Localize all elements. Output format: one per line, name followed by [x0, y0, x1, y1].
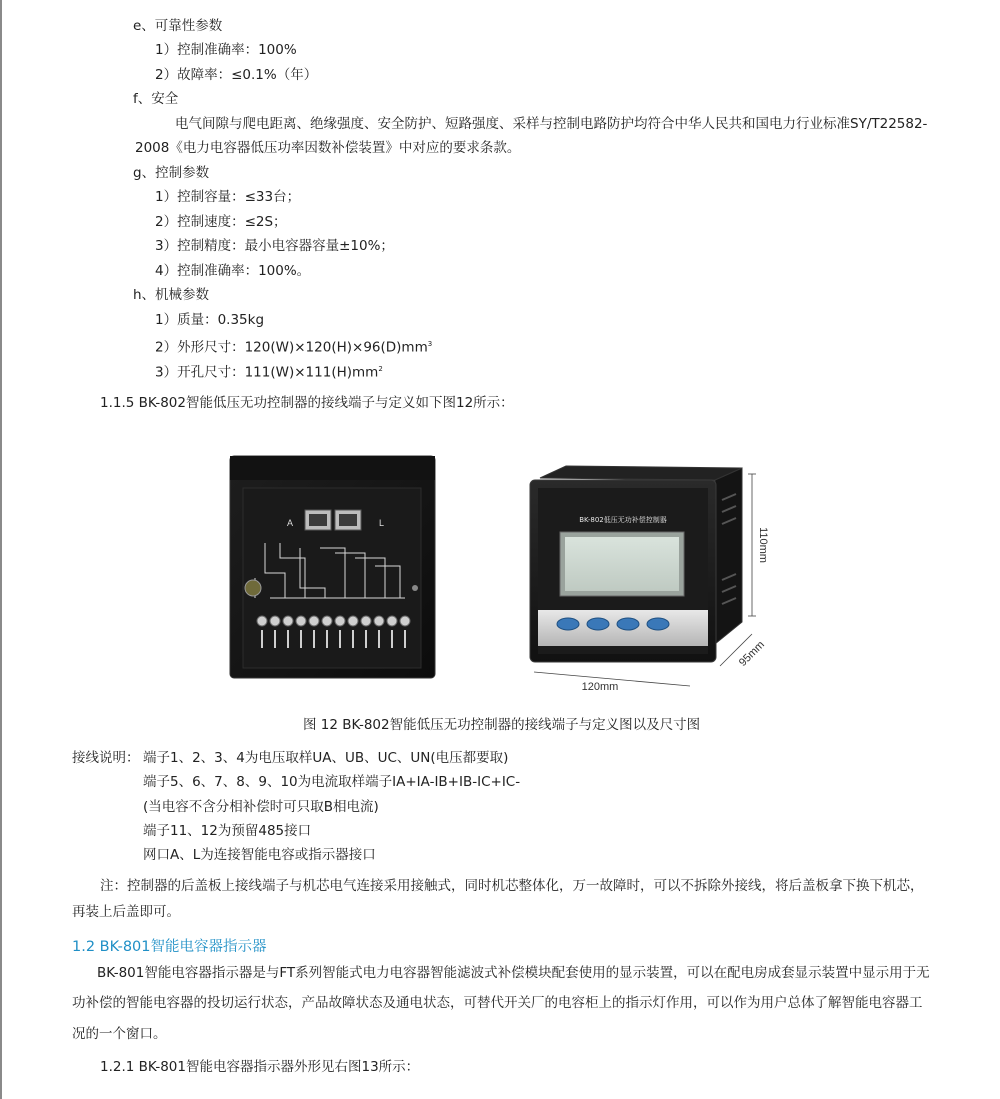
- wiring-line-4: 端子11、12为预留485接口: [143, 823, 312, 839]
- section-1-2-1-heading: 1.2.1 BK-801智能电容器指示器外形见右图13所示：: [100, 1059, 420, 1075]
- control-item-2: 2）控制速度：≤2S；: [155, 214, 287, 230]
- safety-paragraph-line-1: 电气间隙与爬电距离、绝缘强度、安全防护、短路强度、采样与控制电路防护均符合中华人民共和国电力行业标准SY/T22582-: [175, 116, 928, 132]
- reliability-item-1: 1）控制准确率：100%: [155, 42, 297, 58]
- mechanical-heading: h、机械参数: [133, 287, 210, 303]
- section-1-2-heading: 1.2 BK-801智能电容器指示器: [72, 939, 267, 955]
- controller-front-image: [520, 460, 780, 696]
- port-a-label: A: [287, 518, 294, 528]
- front-panel-title: BK-802低压无功补偿控制器: [579, 516, 667, 524]
- wiring-line-3: (当电容不含分相补偿时可只取B相电流): [143, 799, 379, 815]
- dimension-depth: 95mm: [736, 638, 767, 669]
- controller-rear-image: [225, 448, 440, 686]
- note-line-2: 再装上后盖即可。: [72, 904, 180, 920]
- dimension-height: 110mm: [757, 527, 769, 563]
- dimension-width: 120mm: [581, 681, 619, 693]
- reliability-item-2: 2）故障率：≤0.1%（年）: [155, 67, 318, 83]
- wiring-label: 接线说明：: [72, 750, 140, 766]
- port-l-label: L: [379, 518, 385, 528]
- section-1-2-para-line-2: 功补偿的智能电容器的投切运行状态，产品故障状态及通电状态，可替代开关厂的电容柜上的指示灯作用，可以作为用户总体了解智能电容器工: [72, 995, 923, 1011]
- superscript: 2: [378, 365, 383, 373]
- mechanical-item-3: 3）开孔尺寸：$111(W)\times 111(H)mm^2$: [155, 364, 383, 381]
- control-item-4: 4）控制准确率：100%。: [155, 263, 311, 279]
- control-item-1: 1）控制容量：≤33台；: [155, 189, 301, 205]
- superscript: 3: [427, 340, 433, 348]
- page-edge-rule: [0, 0, 2, 1099]
- safety-heading: f、安全: [133, 91, 179, 107]
- safety-paragraph-line-2: 2008《电力电容器低压功率因数补偿装置》中对应的要求条款。: [135, 140, 521, 156]
- mechanical-item-1: 1）质量：0.35kg: [155, 312, 265, 328]
- section-1-2-para-line-1: BK-801智能电容器指示器是与FT系列智能式电力电容器智能滤波式补偿模块配套使用的显示装置，可以在配电房成套显示装置中显示用于无: [97, 965, 930, 981]
- control-item-3: 3）控制精度：最小电容器容量±10%；: [155, 238, 394, 254]
- wiring-line-1: 端子1、2、3、4为电压取样UA、UB、UC、UN(电压都要取): [143, 750, 509, 766]
- reliability-heading: e、可靠性参数: [133, 18, 223, 34]
- section-1-1-5-heading: 1.1.5 BK-802智能低压无功控制器的接线端子与定义如下图12所示：: [100, 395, 514, 411]
- control-heading: g、控制参数: [133, 165, 210, 181]
- figure-12-caption: 图 12 BK-802智能低压无功控制器的接线端子与定义图以及尺寸图: [303, 717, 701, 733]
- wiring-line-5: 网口A、L为连接智能电容或指示器接口: [143, 847, 376, 863]
- mechanical-item-2: 2）外形尺寸：$120(W)\times 120(H)\times 96(D)mm^3$: [155, 339, 433, 356]
- wiring-line-2: 端子5、6、7、8、9、10为电流取样端子IA+IA-IB+IB-IC+IC-: [143, 774, 521, 790]
- section-1-2-para-line-3: 况的一个窗口。: [72, 1026, 167, 1042]
- note-line-1: 注：控制器的后盖板上接线端子与机芯电气连接采用接触式，同时机芯整体化，万一故障时，可以不拆除外接线，将后盖板拿下换下机芯，: [100, 878, 924, 894]
